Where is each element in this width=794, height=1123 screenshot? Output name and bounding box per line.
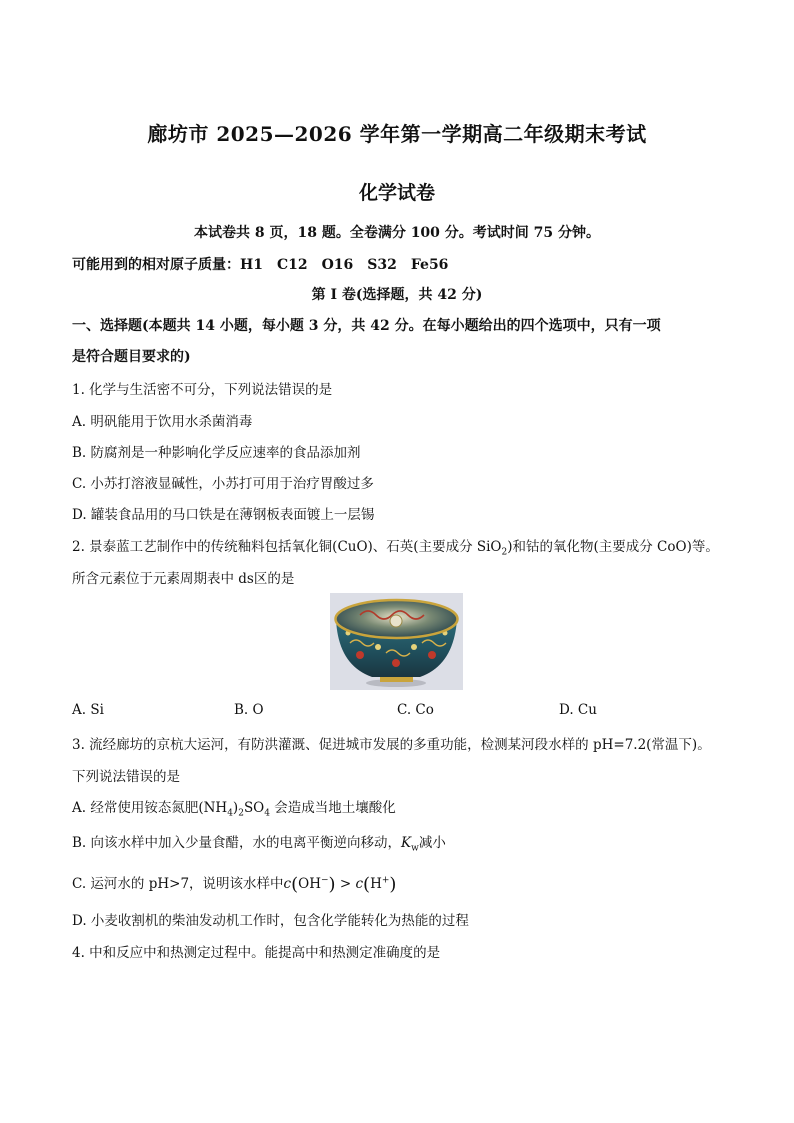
q3a-mid: )	[232, 800, 239, 816]
q3c-paren-close-2: )	[389, 874, 397, 895]
question-2-option-c: C. Co	[397, 702, 434, 718]
q3a-sub1: 4	[227, 808, 233, 819]
volume-heading: 第 I 卷(选择题，共 42 分)	[311, 287, 483, 303]
q3c-c1: c	[283, 876, 292, 892]
question-1-option-b: B. 防腐剂是一种影响化学反应速率的食品添加剂	[72, 445, 361, 461]
q3b-k: K	[401, 835, 412, 851]
q3c-gt: >	[335, 876, 356, 892]
atomic-masses: 可能用到的相对原子质量：H1 C12 O16 S32 Fe56	[72, 257, 449, 273]
section-heading-line1: 一、选择题(本题共 14 小题，每小题 3 分，共 42 分。在每小题给出的四个选项中，只有一项	[72, 318, 661, 334]
q3b-post: 减小	[418, 835, 446, 851]
question-3-option-b	[72, 831, 446, 854]
q3c-paren-open-2: (	[363, 874, 371, 895]
question-2-stem-sub: 2	[501, 547, 508, 558]
question-3-option-a	[72, 796, 396, 819]
question-2-option-b: B. O	[234, 702, 264, 718]
q3a-sub2: 2	[238, 808, 244, 819]
question-1-option-a: A. 明矾能用于饮用水杀菌消毒	[72, 414, 253, 430]
question-1-option-d: D. 罐装食品用的马口铁是在薄钢板表面镀上一层锡	[72, 507, 375, 523]
cloisonne-bowl-image	[330, 593, 463, 690]
q3c-c2: c	[355, 876, 364, 892]
q3c-paren-close-1: )	[328, 874, 336, 895]
question-2-option-a: A. Si	[72, 702, 104, 718]
question-2-stem-line2: 所含元素位于元素周期表中 ds区的是	[72, 571, 295, 587]
q3c-paren-open-1: (	[291, 874, 299, 895]
q3b-ksub: w	[411, 843, 419, 854]
question-3-stem: 3. 流经廊坊的京杭大运河，有防洪灌溉、促进城市发展的多重功能，检测某河段水样的 pH=7.2(常温下)。	[72, 737, 711, 753]
q3c-oh: OH	[298, 876, 321, 892]
exam-title: 廊坊市 2025—2026 学年第一学期高二年级期末考试	[147, 122, 647, 146]
question-2-stem	[72, 535, 719, 558]
q3c-oh-sup: −	[320, 875, 329, 886]
question-1-option-c: C. 小苏打溶液显碱性，小苏打可用于治疗胃酸过多	[72, 476, 374, 492]
question-2-stem-pre: 2. 景泰蓝工艺制作中的传统釉料包括氧化铜(CuO)、石英(主要成分 SiO	[72, 539, 502, 555]
question-2-stem-post: )和钴的氧化物(主要成分 CoO)等。	[507, 539, 719, 555]
question-3-stem-line2: 下列说法错误的是	[72, 769, 180, 785]
question-4-stem: 4. 中和反应中和热测定过程中。能提高中和热测定准确度的是	[72, 945, 441, 961]
q3b-pre: B. 向该水样中加入少量食醋，水的电离平衡逆向移动，	[72, 835, 402, 851]
section-heading-line2: 是符合题目要求的)	[72, 349, 191, 365]
q3a-mid2: SO	[243, 800, 265, 816]
q3c-h-sup: +	[381, 875, 390, 886]
exam-intro: 本试卷共 8 页，18 题。全卷满分 100 分。考试时间 75 分钟。	[193, 225, 601, 241]
q3a-post: 会造成当地土壤酸化	[270, 800, 396, 816]
question-2-option-d: D. Cu	[559, 702, 597, 718]
cloisonne-bowl-photo	[330, 593, 463, 690]
question-1-stem: 1. 化学与生活密不可分，下列说法错误的是	[72, 382, 333, 398]
q3a-pre: A. 经常使用铵态氮肥(NH	[72, 800, 228, 816]
question-3-option-c	[72, 872, 396, 895]
q3a-sub3: 4	[264, 808, 270, 819]
q3c-pre: C. 运河水的 pH>7，说明该水样中	[72, 876, 284, 892]
question-3-option-d: D. 小麦收割机的柴油发动机工作时，包含化学能转化为热能的过程	[72, 913, 469, 929]
q3c-h: H	[370, 876, 382, 892]
subject-title: 化学试卷	[358, 182, 435, 204]
